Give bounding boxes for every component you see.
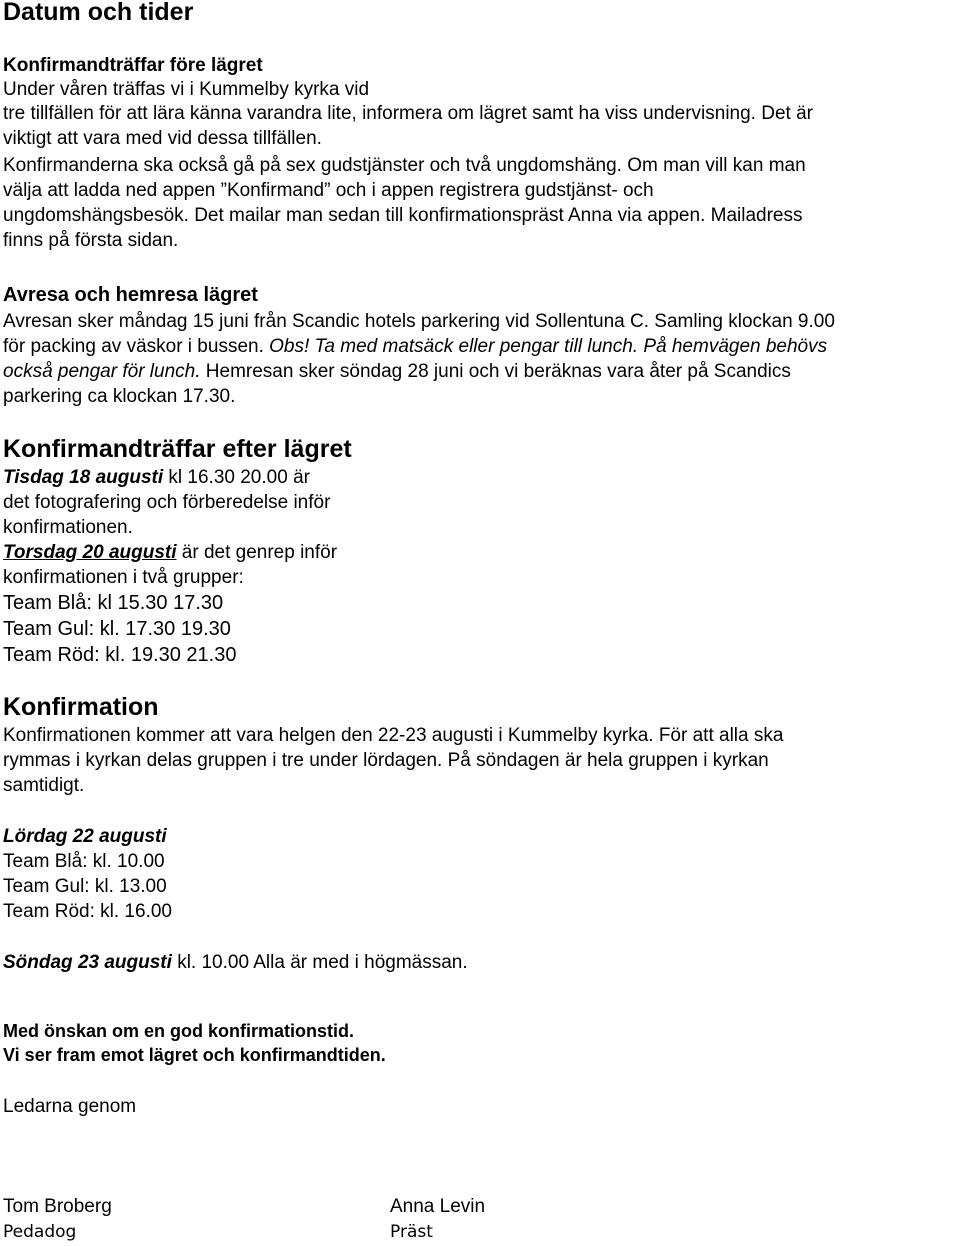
paragraph-text: Konfirmanderna ska också gå på sex gudstjänster och två ungdomshäng.: [3, 155, 622, 176]
italic-note: Obs! Ta med matsäck eller pengar till lunch. På hemvägen behövs: [269, 336, 828, 357]
team-time: Team Gul: kl. 13.00: [3, 876, 167, 897]
section-heading-before-camp: Konfirmandträffar före lägret: [3, 55, 263, 76]
paragraph-line: konfirmationen.: [3, 517, 133, 538]
date-label: Tisdag 18 augusti: [3, 467, 164, 488]
section-heading-travel: Avresa och hemresa lägret: [3, 284, 258, 306]
paragraph-line: Konfirmationen kommer att vara helgen den 22-23 augusti i Kummelby kyrka. För att alla ska: [3, 725, 784, 746]
italic-note: också pengar för lunch.: [3, 361, 201, 382]
paragraph-text: Hemresan sker söndag 28 juni och vi beräknas vara åter på Scandics: [200, 361, 791, 382]
date-detail: kl 16.30 20.00 är: [163, 467, 310, 488]
date-line: [3, 468, 310, 487]
paragraph-line: parkering ca klockan 17.30.: [3, 386, 236, 407]
date-line: [3, 543, 337, 562]
section-heading-after-camp: Konfirmandträffar efter lägret: [3, 435, 352, 463]
date-line: [3, 953, 468, 972]
team-time: Team Röd: kl. 16.00: [3, 901, 172, 922]
signature-role: Pedadog: [3, 1222, 77, 1242]
paragraph-line: konfirmationen i två grupper:: [3, 567, 244, 588]
paragraph-line: [3, 337, 827, 356]
signature-role: Präst: [390, 1222, 433, 1242]
paragraph-text: Om man vill kan man: [621, 155, 806, 176]
signature-name: Tom Broberg: [3, 1196, 112, 1217]
signature-name: Anna Levin: [390, 1196, 486, 1217]
paragraph-line: ungdomshängsbesök. Det mailar man sedan till konfirmationspräst Anna via appen. Mailadress: [3, 205, 803, 226]
page-title: Datum och tider: [3, 0, 194, 26]
team-time: Team Blå: kl 15.30 17.30: [3, 592, 224, 614]
paragraph-line: samtidigt.: [3, 775, 85, 796]
closing-line: Med önskan om en god konfirmationstid.: [3, 1021, 355, 1041]
date-label: Torsdag 20 augusti: [3, 542, 177, 563]
closing-signoff: Ledarna genom: [3, 1096, 137, 1117]
team-time: Team Blå: kl. 10.00: [3, 851, 165, 872]
team-time: Team Röd: kl. 19.30 21.30: [3, 644, 237, 666]
team-time: Team Gul: kl. 17.30 19.30: [3, 618, 231, 640]
section-heading-confirmation: Konfirmation: [3, 693, 159, 721]
date-detail: är det genrep inför: [176, 542, 338, 563]
paragraph-line: det fotografering och förberedelse inför: [3, 492, 331, 513]
paragraph-line: välja att ladda ned appen ”Konfirmand” och i appen registrera gudstjänst- och: [3, 180, 654, 201]
paragraph-text: för packing av väskor i bussen.: [3, 336, 270, 357]
paragraph-line: [3, 156, 806, 175]
paragraph-line: [3, 362, 791, 381]
paragraph-line: tre tillfällen för att lära känna varandra lite, informera om lägret samt ha viss undervisning. Det är: [3, 103, 813, 124]
paragraph-line: rymmas i kyrkan delas gruppen i tre under lördagen. På söndagen är hela gruppen i kyrkan: [3, 750, 769, 771]
closing-line: Vi ser fram emot lägret och konfirmandtiden.: [3, 1045, 386, 1065]
paragraph-line: Under våren träffas vi i Kummelby kyrka vid: [3, 79, 370, 100]
paragraph-line: Avresan sker måndag 15 juni från Scandic hotels parkering vid Sollentuna C. Samling klockan 9.00: [3, 311, 835, 332]
date-label: Lördag 22 augusti: [3, 826, 167, 847]
paragraph-line: viktigt att vara med vid dessa tillfällen.: [3, 128, 322, 149]
date-label: Söndag 23 augusti: [3, 952, 172, 973]
paragraph-line: finns på första sidan.: [3, 230, 179, 251]
date-detail: kl. 10.00 Alla är med i högmässan.: [171, 952, 468, 973]
